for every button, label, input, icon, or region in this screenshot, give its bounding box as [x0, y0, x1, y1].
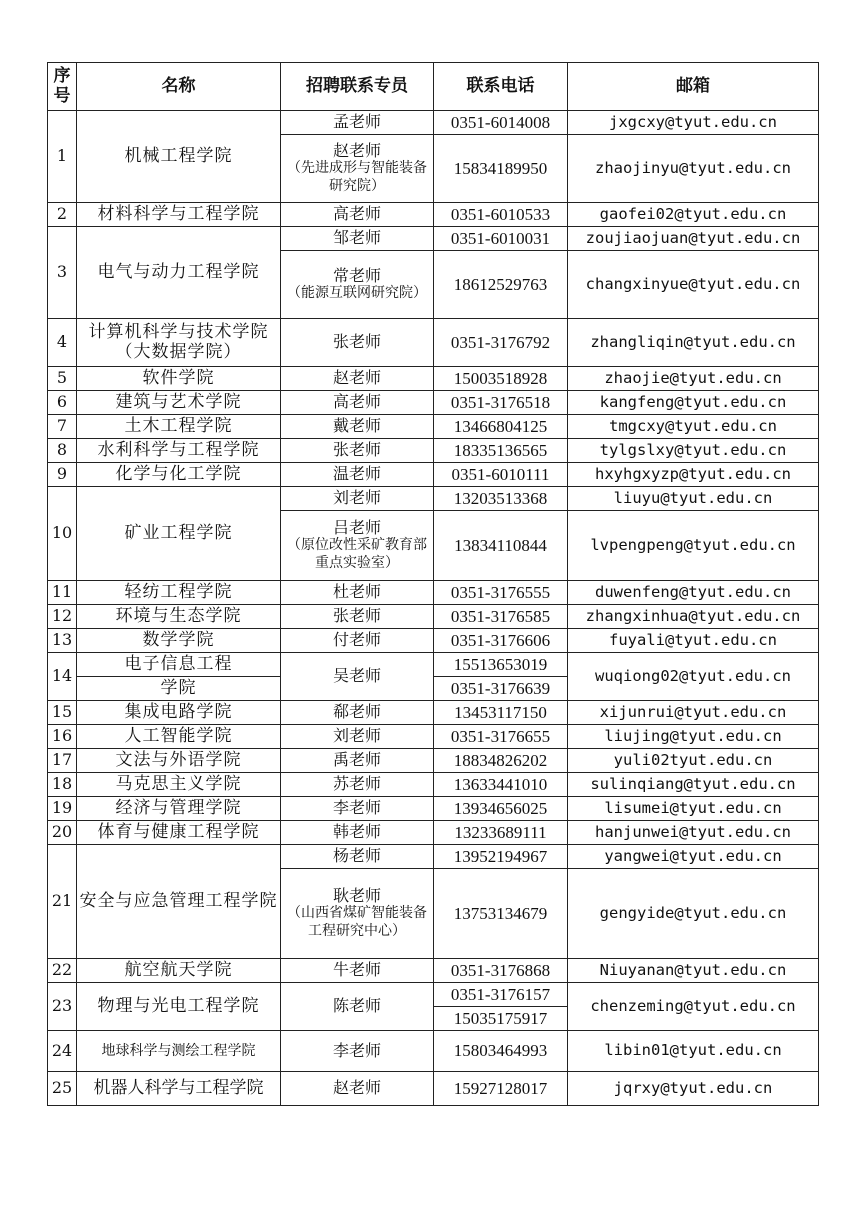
table-row [48, 797, 819, 821]
email-address: duwenfeng@tyut.edu.cn [568, 581, 819, 605]
row-number: 1 [48, 111, 77, 203]
phone-number: 18612529763 [434, 251, 568, 319]
phone-number: 18335136565 [434, 439, 568, 463]
contact-name: 李老师 [281, 1031, 434, 1072]
table-row [48, 463, 819, 487]
row-number: 21 [48, 845, 77, 959]
college-name: 航空航天学院 [77, 959, 281, 983]
header-name: 名称 [77, 63, 281, 111]
phone-number: 15003518928 [434, 367, 568, 391]
table-row [48, 319, 819, 367]
contact-name: 吕老师 [332, 517, 381, 537]
email-address: zhangliqin@tyut.edu.cn [568, 319, 819, 367]
contact-name: 付老师 [281, 629, 434, 653]
contact-name: 牛老师 [281, 959, 434, 983]
header-contact: 招聘联系专员 [281, 63, 434, 111]
contact-name: 张老师 [281, 605, 434, 629]
college-name: 体育与健康工程学院 [77, 821, 281, 845]
contact-name: 赵老师 [281, 1072, 434, 1106]
header-row [48, 63, 819, 111]
college-name-line-1: 电子信息工程 [77, 653, 281, 677]
row-number: 23 [48, 983, 77, 1031]
phone-number: 0351-3176639 [434, 677, 568, 701]
email-address: gaofei02@tyut.edu.cn [568, 203, 819, 227]
email-address: tylgslxy@tyut.edu.cn [568, 439, 819, 463]
phone-number: 18834826202 [434, 749, 568, 773]
row-number: 7 [48, 415, 77, 439]
contact-name: 张老师 [281, 439, 434, 463]
phone-number: 13203513368 [434, 487, 568, 511]
table-row [48, 773, 819, 797]
email-address: lvpengpeng@tyut.edu.cn [568, 511, 819, 581]
email-address: yangwei@tyut.edu.cn [568, 845, 819, 869]
table-row [48, 605, 819, 629]
phone-number: 13934656025 [434, 797, 568, 821]
contact-name: 李老师 [281, 797, 434, 821]
email-address: kangfeng@tyut.edu.cn [568, 391, 819, 415]
table-row [48, 227, 819, 251]
phone-number: 13753134679 [434, 869, 568, 959]
contact-name: 常老师 [332, 265, 381, 285]
table-row [48, 439, 819, 463]
college-name: 水利科学与工程学院 [77, 439, 281, 463]
college-name: 人工智能学院 [77, 725, 281, 749]
email-address: jxgcxy@tyut.edu.cn [568, 111, 819, 135]
table-row [48, 959, 819, 983]
college-name: 轻纺工程学院 [77, 581, 281, 605]
phone-number: 13952194967 [434, 845, 568, 869]
row-number: 20 [48, 821, 77, 845]
table-row [48, 203, 819, 227]
table-row [48, 1031, 819, 1072]
contact-name: 戴老师 [281, 415, 434, 439]
row-number: 17 [48, 749, 77, 773]
email-address: fuyali@tyut.edu.cn [568, 629, 819, 653]
email-address: wuqiong02@tyut.edu.cn [568, 653, 819, 701]
email-address: liuyu@tyut.edu.cn [568, 487, 819, 511]
email-address: zhangxinhua@tyut.edu.cn [568, 605, 819, 629]
contact-name: 邹老师 [281, 227, 434, 251]
contact-cell [281, 511, 434, 581]
table-row [48, 581, 819, 605]
contact-table [47, 62, 819, 1106]
college-name: 计算机科学与技术学院（大数据学院） [77, 319, 281, 367]
phone-number: 0351-6010533 [434, 203, 568, 227]
table-row [48, 701, 819, 725]
college-name: 物理与光电工程学院 [77, 983, 281, 1031]
phone-number: 0351-3176655 [434, 725, 568, 749]
table-row [48, 629, 819, 653]
college-name: 化学与化工学院 [77, 463, 281, 487]
row-number: 18 [48, 773, 77, 797]
contact-name: 高老师 [281, 203, 434, 227]
email-address: hanjunwei@tyut.edu.cn [568, 821, 819, 845]
contact-name: 杨老师 [281, 845, 434, 869]
row-number: 11 [48, 581, 77, 605]
phone-number: 0351-3176606 [434, 629, 568, 653]
email-address: zhaojinyu@tyut.edu.cn [568, 135, 819, 203]
phone-number: 0351-3176518 [434, 391, 568, 415]
college-name: 环境与生态学院 [77, 605, 281, 629]
phone-number: 0351-3176157 [434, 983, 568, 1007]
table-row [48, 1072, 819, 1106]
college-name: 地球科学与测绘工程学院 [77, 1031, 281, 1072]
phone-number: 0351-6010111 [434, 463, 568, 487]
row-number: 8 [48, 439, 77, 463]
table-row [48, 111, 819, 135]
contact-cell [281, 135, 434, 203]
row-number: 25 [48, 1072, 77, 1106]
email-address: chenzeming@tyut.edu.cn [568, 983, 819, 1031]
row-number: 10 [48, 487, 77, 581]
contact-name: 陈老师 [281, 983, 434, 1031]
contact-name: 张老师 [281, 319, 434, 367]
header-email: 邮箱 [568, 63, 819, 111]
contact-name: 杜老师 [281, 581, 434, 605]
row-number: 22 [48, 959, 77, 983]
contact-cell [281, 251, 434, 319]
table-row [48, 749, 819, 773]
email-address: lisumei@tyut.edu.cn [568, 797, 819, 821]
email-address: changxinyue@tyut.edu.cn [568, 251, 819, 319]
phone-number: 13466804125 [434, 415, 568, 439]
contact-name: 孟老师 [281, 111, 434, 135]
table-row [48, 821, 819, 845]
header-phone: 联系电话 [434, 63, 568, 111]
contact-name: 高老师 [281, 391, 434, 415]
contact-name: 苏老师 [281, 773, 434, 797]
phone-number: 0351-6014008 [434, 111, 568, 135]
row-number: 12 [48, 605, 77, 629]
contact-note: （能源互联网研究院） [287, 284, 427, 301]
phone-number: 13633441010 [434, 773, 568, 797]
table-row [48, 983, 819, 1007]
email-address: sulinqiang@tyut.edu.cn [568, 773, 819, 797]
contact-name: 刘老师 [281, 487, 434, 511]
college-name: 矿业工程学院 [77, 487, 281, 581]
contact-name: 郗老师 [281, 701, 434, 725]
row-number: 24 [48, 1031, 77, 1072]
row-number: 5 [48, 367, 77, 391]
email-address: zhaojie@tyut.edu.cn [568, 367, 819, 391]
row-number: 13 [48, 629, 77, 653]
email-address: libin01@tyut.edu.cn [568, 1031, 819, 1072]
contact-name: 赵老师 [281, 367, 434, 391]
contact-name: 韩老师 [281, 821, 434, 845]
phone-number: 15927128017 [434, 1072, 568, 1106]
phone-number: 0351-3176585 [434, 605, 568, 629]
college-name: 机器人科学与工程学院 [77, 1072, 281, 1106]
contact-name: 赵老师 [332, 140, 381, 160]
college-name: 安全与应急管理工程学院 [77, 845, 281, 959]
college-name: 经济与管理学院 [77, 797, 281, 821]
email-address: jqrxy@tyut.edu.cn [568, 1072, 819, 1106]
college-name: 软件学院 [77, 367, 281, 391]
contact-cell [281, 869, 434, 959]
college-name: 土木工程学院 [77, 415, 281, 439]
phone-number: 15834189950 [434, 135, 568, 203]
phone-number: 0351-3176555 [434, 581, 568, 605]
email-address: zoujiaojuan@tyut.edu.cn [568, 227, 819, 251]
phone-number: 13233689111 [434, 821, 568, 845]
phone-number: 15803464993 [434, 1031, 568, 1072]
contact-note: （先进成形与智能装备研究院） [287, 160, 427, 194]
email-address: gengyide@tyut.edu.cn [568, 869, 819, 959]
header-seq: 序号 [48, 63, 77, 111]
contact-name: 刘老师 [281, 725, 434, 749]
email-address: liujing@tyut.edu.cn [568, 725, 819, 749]
row-number: 15 [48, 701, 77, 725]
row-number: 9 [48, 463, 77, 487]
contact-name: 耿老师 [332, 885, 381, 905]
college-name-line-2: 学院 [77, 677, 281, 701]
college-name: 建筑与艺术学院 [77, 391, 281, 415]
phone-number: 0351-6010031 [434, 227, 568, 251]
row-number: 4 [48, 319, 77, 367]
table-row [48, 415, 819, 439]
contact-name: 温老师 [281, 463, 434, 487]
table-row [48, 367, 819, 391]
table-row [48, 845, 819, 869]
row-number: 6 [48, 391, 77, 415]
college-name: 数学学院 [77, 629, 281, 653]
table-row [48, 725, 819, 749]
email-address: tmgcxy@tyut.edu.cn [568, 415, 819, 439]
row-number: 3 [48, 227, 77, 319]
phone-number: 0351-3176868 [434, 959, 568, 983]
phone-number: 13834110844 [434, 511, 568, 581]
contact-name: 禹老师 [281, 749, 434, 773]
phone-number: 15035175917 [434, 1007, 568, 1031]
row-number: 16 [48, 725, 77, 749]
row-number: 14 [48, 653, 77, 701]
table-row [48, 391, 819, 415]
college-name: 机械工程学院 [77, 111, 281, 203]
college-name: 电气与动力工程学院 [77, 227, 281, 319]
table-row [48, 653, 819, 677]
row-number: 19 [48, 797, 77, 821]
row-number: 2 [48, 203, 77, 227]
table-row [48, 487, 819, 511]
email-address: yuli02tyut.edu.cn [568, 749, 819, 773]
phone-number: 15513653019 [434, 653, 568, 677]
phone-number: 13453117150 [434, 701, 568, 725]
contact-name: 吴老师 [281, 653, 434, 701]
college-name: 文法与外语学院 [77, 749, 281, 773]
college-name: 材料科学与工程学院 [77, 203, 281, 227]
college-name: 马克思主义学院 [77, 773, 281, 797]
email-address: hxyhgxyzp@tyut.edu.cn [568, 463, 819, 487]
contact-note: （原位改性采矿教育部重点实验室） [287, 537, 427, 571]
email-address: xijunrui@tyut.edu.cn [568, 701, 819, 725]
phone-number: 0351-3176792 [434, 319, 568, 367]
email-address: Niuyanan@tyut.edu.cn [568, 959, 819, 983]
college-name: 集成电路学院 [77, 701, 281, 725]
contact-note: （山西省煤矿智能装备工程研究中心） [287, 905, 427, 939]
